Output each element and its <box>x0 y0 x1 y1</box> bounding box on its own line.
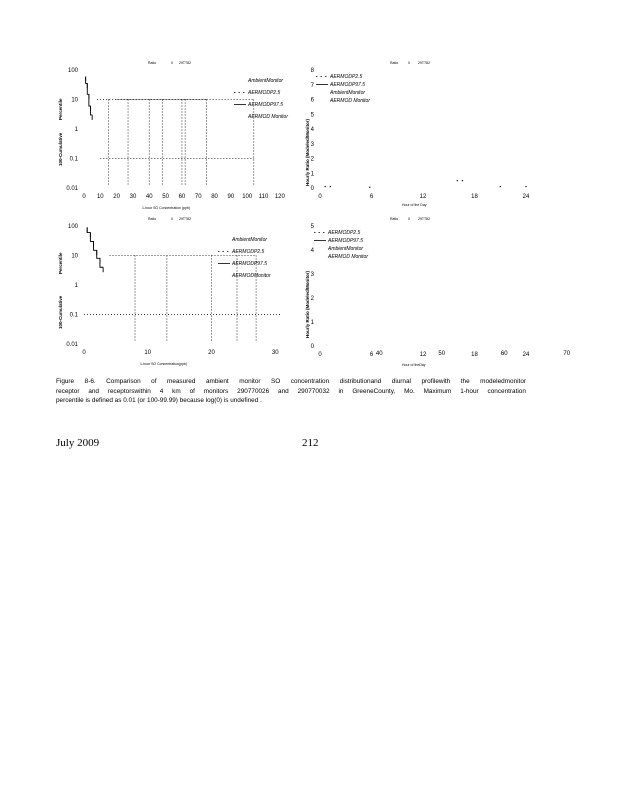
x-tick-label: 20 <box>208 350 215 356</box>
x-tick-label-secondary: 40 <box>375 351 383 357</box>
x-tick-label: 60 <box>178 194 186 200</box>
chart-head-value: 0 <box>171 61 173 65</box>
x-tick-label: 24 <box>522 352 530 358</box>
x-tick-label: 18 <box>471 194 478 200</box>
chart-bottom-right <box>305 214 583 372</box>
y-tick-label: 0.1 <box>69 312 78 319</box>
x-axis-label: Hour of theDay <box>402 363 426 367</box>
panel-bottom-right <box>305 214 583 372</box>
y-tick-label: 1 <box>310 171 314 178</box>
series-point <box>457 180 458 181</box>
legend-label: AERMODP2.5 <box>328 230 361 236</box>
y-axis-label: Hourly Ratio (Modeled/Monitor) <box>305 271 310 338</box>
legend-label: AERMODP97.5 <box>232 261 268 267</box>
x-tick-label: 110 <box>258 194 269 200</box>
y-tick-label: 0 <box>310 344 314 350</box>
chart-bottom-left <box>50 214 305 372</box>
legend-label: AmbientMonitor <box>248 78 284 84</box>
caption-word: receptorswithin <box>107 387 151 395</box>
panel-top-left <box>50 58 305 216</box>
series-point <box>525 186 526 187</box>
y-tick-label: 8 <box>310 68 314 74</box>
caption-word: Mo. <box>404 387 415 395</box>
caption-word: Maximum <box>423 387 452 395</box>
chart-head-value: 0 <box>408 61 410 65</box>
x-tick-label: 12 <box>419 352 427 358</box>
legend-label: AERMODP97.5 <box>248 102 284 108</box>
series-point <box>330 186 331 187</box>
y-tick-label: 7 <box>310 82 314 89</box>
y-tick-label: 1 <box>74 127 78 133</box>
x-tick-label: 70 <box>194 194 202 200</box>
y-axis-label-b: 100-Cumulative <box>58 132 63 166</box>
caption-word: because <box>179 397 204 404</box>
x-tick-label: 80 <box>211 194 218 200</box>
caption-word: modeledmonitor <box>480 378 526 385</box>
x-axis-label: 1-hour SO Concentration (ppb) <box>142 206 191 210</box>
y-tick-label: 100 <box>67 224 78 230</box>
x-tick-label: 30 <box>129 194 137 200</box>
caption-word: . <box>260 397 262 404</box>
y-tick-label: 4 <box>310 248 314 254</box>
legend-label: AERMODP2.5 <box>232 249 265 255</box>
caption-word: log(0) <box>205 397 223 404</box>
x-tick-label: 6 <box>369 194 374 200</box>
caption-word: ambient <box>205 378 229 385</box>
panel-top-right <box>305 58 538 216</box>
y-tick-label: 10 <box>71 253 78 260</box>
x-tick-label: 10 <box>96 194 104 200</box>
legend-label: AERMODP97.5 <box>328 238 364 244</box>
y-ticks <box>66 68 78 192</box>
x-tick-label: 0 <box>318 352 322 358</box>
legend <box>316 74 370 104</box>
y-tick-label: 0 <box>310 186 314 192</box>
legend-label: AERMODP2.5 <box>248 90 281 96</box>
caption-word: 290770032 <box>297 387 330 395</box>
x-tick-label: 0 <box>82 350 86 356</box>
chart-head-label: Ratio <box>390 217 399 221</box>
legend-label: AERMOD Monitor <box>248 114 289 120</box>
caption-word: 0.01 <box>123 397 136 404</box>
chart-head-code: 29TT82 <box>179 217 192 221</box>
series-point <box>369 187 370 188</box>
y-ticks <box>311 68 315 192</box>
chart-head-value: 0 <box>408 217 410 221</box>
chart-head-code: 29TT82 <box>418 61 431 65</box>
series-point <box>325 186 326 187</box>
x-tick-label: 120 <box>274 194 285 200</box>
legend-label: AERMODMonitor <box>232 273 271 279</box>
caption-word: 8-6. <box>84 378 96 385</box>
x-tick-label: 40 <box>145 194 153 200</box>
legend <box>314 230 368 260</box>
caption-line-1 <box>56 377 526 387</box>
caption-line-3 <box>56 396 526 406</box>
caption-word: concentration <box>487 387 526 395</box>
x-ticks <box>82 194 285 200</box>
y-tick-label: 100 <box>67 68 78 74</box>
y-tick-label: 0.01 <box>66 186 78 192</box>
footer-date: July 2009 <box>56 437 100 449</box>
y-axis-label: Hourly Ratio (Modeled/Monitor) <box>305 119 310 186</box>
series-point <box>500 186 501 187</box>
y-tick-label: 5 <box>310 112 314 119</box>
chart-head-label: Ratio <box>148 61 157 65</box>
caption-word: in <box>338 387 344 395</box>
x-tick-label: 20 <box>113 194 120 200</box>
x-tick-label: 100 <box>242 194 253 200</box>
x-ticks <box>318 352 530 358</box>
legend-label: AERMOD Monitor <box>330 98 371 104</box>
caption-word: and <box>88 387 99 395</box>
x-tick-label-secondary: 50 <box>438 351 446 357</box>
chart-head-code: 29TT82 <box>179 61 192 65</box>
caption-word: defined <box>91 397 113 404</box>
caption-word: 100-99.99) <box>147 397 178 404</box>
y-tick-label: 5 <box>310 224 314 230</box>
caption-word: undefined <box>230 397 259 404</box>
chart-top-left <box>50 58 305 216</box>
caption-word: the <box>460 378 470 385</box>
caption-word: Comparison <box>106 378 141 385</box>
x-tick-label: 50 <box>162 194 169 200</box>
chart-top-right <box>305 58 538 216</box>
legend-label: AERMODP2.5 <box>330 74 363 80</box>
caption-word: as <box>114 397 122 404</box>
y-tick-label: 6 <box>310 97 314 104</box>
legend <box>234 78 288 120</box>
caption-word: of <box>151 378 157 385</box>
y-tick-label: 1 <box>310 320 314 326</box>
chart-head-value: 0 <box>171 217 173 221</box>
y-ticks <box>66 224 78 348</box>
caption-word: and <box>278 387 289 395</box>
chart-head-label: Ratio <box>148 217 157 221</box>
x-axis-label: 1-hour SO Concentration(ppb) <box>140 362 188 366</box>
caption-word: 290770026 <box>237 387 270 395</box>
y-ticks <box>311 224 315 350</box>
caption-word: measured <box>167 378 196 385</box>
caption-word: distributionand <box>339 378 382 385</box>
y-tick-label: 10 <box>71 97 78 104</box>
caption-word: receptor <box>56 387 80 395</box>
series-lines <box>86 77 254 186</box>
page-number: 212 <box>302 437 319 449</box>
caption-word: of <box>189 387 195 395</box>
figure-caption <box>56 377 526 406</box>
y-tick-label: 2 <box>310 296 314 302</box>
y-tick-label: 1 <box>74 283 78 289</box>
chart-head-label: Ratio <box>390 61 399 65</box>
caption-word: monitor <box>239 378 261 385</box>
series-lines <box>84 227 282 342</box>
y-tick-label: 4 <box>310 127 314 133</box>
legend-label: AmbientMonitor <box>232 237 268 243</box>
x-tick-label: 24 <box>522 194 530 200</box>
caption-word: profilewith <box>421 378 451 385</box>
caption-word: (or <box>137 397 146 404</box>
y-tick-label: 0.1 <box>69 156 78 163</box>
series-points <box>325 180 527 188</box>
x-tick-label-secondary: 70 <box>563 351 571 357</box>
series-line-ambient <box>87 227 103 267</box>
panel-bottom-left <box>50 214 305 372</box>
legend-label: AmbientMonitor <box>328 246 364 252</box>
x-tick-label: 12 <box>419 194 427 200</box>
x-ticks <box>82 350 279 356</box>
caption-word: Figure <box>56 378 75 385</box>
legend-label: AmbientMonitor <box>330 90 366 96</box>
y-tick-label: 3 <box>310 141 314 148</box>
caption-word: SO <box>271 378 281 385</box>
y-tick-label: 3 <box>310 272 314 278</box>
legend-label: AERMODP97.5 <box>330 82 366 88</box>
y-axis-label-a: Percentile <box>58 252 63 274</box>
caption-word: 4 km <box>159 387 181 395</box>
caption-word: is <box>223 397 229 404</box>
x-axis-label: Hour of the Day <box>402 203 427 207</box>
x-tick-label: 6 <box>369 352 374 358</box>
x-tick-label: 90 <box>227 194 235 200</box>
caption-word: concentration <box>290 378 330 385</box>
x-tick-label: 30 <box>271 350 279 356</box>
caption-word: is <box>85 397 91 404</box>
caption-word: percentile <box>56 397 84 404</box>
y-axis-label-a: Percentile <box>58 98 63 120</box>
x-tick-label: 0 <box>82 194 86 200</box>
legend <box>218 237 271 279</box>
y-axis-label-b: 100-Cumulative <box>58 295 63 329</box>
caption-line-2 <box>56 387 526 397</box>
caption-word: 1-hour <box>460 387 479 395</box>
y-tick-label: 2 <box>310 156 314 163</box>
caption-word: diurnal <box>391 378 411 385</box>
x-tick-label: 0 <box>318 194 322 200</box>
x-ticks <box>318 194 530 200</box>
x-tick-label: 18 <box>471 352 478 358</box>
caption-word: GreeneCounty, <box>352 387 396 395</box>
x-tick-label-secondary: 60 <box>500 351 508 357</box>
x-tick-label: 10 <box>144 350 152 356</box>
y-tick-label: 0.01 <box>66 342 78 348</box>
caption-word: monitors <box>203 387 229 395</box>
legend-label: AERMOD Monitor <box>328 254 369 260</box>
series-point <box>462 180 463 181</box>
chart-head-code: 29TT82 <box>418 217 431 221</box>
